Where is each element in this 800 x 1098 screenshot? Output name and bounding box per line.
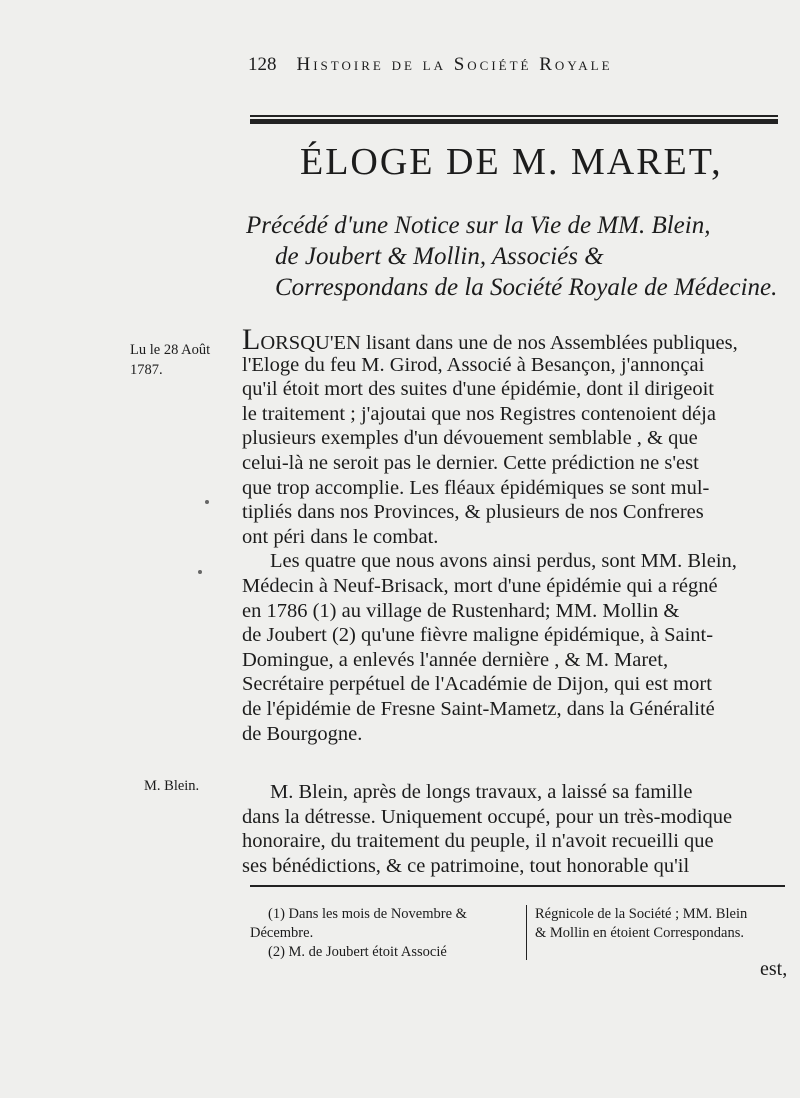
- paragraph-2: [242, 549, 787, 746]
- running-head: [248, 54, 748, 76]
- page-number: 128: [248, 54, 277, 75]
- ink-speck: [205, 500, 209, 504]
- text-line: Domingue, a enlevés l'année dernière , & M. Maret,: [242, 648, 669, 671]
- text-line: Médecin à Neuf-Brisack, mort d'une épidémie qui a régné: [242, 574, 718, 597]
- footnote-line: & Mollin en étoient Correspondans.: [535, 925, 745, 941]
- margin-note-line: 1787.: [130, 362, 163, 378]
- drop-cap: L: [242, 323, 261, 356]
- subtitle: [240, 210, 785, 303]
- text-line: tipliés dans nos Provinces, & plusieurs de nos Confreres: [242, 501, 704, 524]
- text-line: ORSQU'EN lisant dans une de nos Assemblées publiques,: [260, 332, 738, 354]
- footnote-column-left: [250, 905, 520, 962]
- text-line: de l'épidémie de Fresne Saint-Mametz, dans la Généralité: [242, 697, 715, 720]
- text-line: l'Eloge du feu M. Girod, Associé à Besançon, j'annonçai: [242, 353, 705, 376]
- footnote-column-right: [535, 905, 795, 943]
- text-line: M. Blein, après de longs travaux, a laissé sa famille: [270, 781, 693, 804]
- footnote-rule: [250, 885, 785, 887]
- text-line: ses bénédictions, & ce patrimoine, tout honorable qu'il: [242, 854, 690, 877]
- footnote-divider: [526, 905, 527, 960]
- catchword: est,: [760, 958, 788, 980]
- footnote-line: Régnicole de la Société ; MM. Blein: [535, 906, 748, 922]
- subtitle-line: Précédé d'une Notice sur la Vie de MM. Blein,: [246, 212, 711, 239]
- text-line: celui-là ne seroit pas le dernier. Cette prédiction ne s'est: [242, 451, 699, 474]
- footnote-line: Décembre.: [250, 925, 314, 941]
- footnote-line: (2) M. de Joubert étoit Associé: [268, 944, 447, 960]
- footnote-line: (1) Dans les mois de Novembre &: [268, 906, 467, 922]
- text-line: qu'il étoit mort des suites d'une épidémie, dont il dirigeoit: [242, 378, 714, 401]
- margin-note-date: [130, 340, 210, 380]
- text-line: dans la détresse. Uniquement occupé, pour un très-modique: [242, 805, 733, 828]
- text-line: Secrétaire perpétuel de l'Académie de Dijon, qui est mort: [242, 673, 712, 696]
- text-line: le traitement ; j'ajoutai que nos Registres contenoient déja: [242, 402, 716, 425]
- text-line: en 1786 (1) au village de Rustenhard; MM. Mollin &: [242, 599, 680, 622]
- header-rule: [250, 115, 778, 124]
- running-head-title: Histoire de la Société Royale: [296, 54, 613, 75]
- paragraph-1: [242, 323, 787, 549]
- subtitle-line: Correspondans de la Société Royale de Médecine.: [275, 274, 778, 301]
- ink-speck: [198, 570, 202, 574]
- text-line: de Bourgogne.: [242, 722, 363, 745]
- text-line: ont péri dans le combat.: [242, 525, 439, 548]
- subtitle-line: de Joubert & Mollin, Associés &: [275, 243, 604, 270]
- page-title: ÉLOGE DE M. MARET,: [300, 141, 723, 183]
- text-line: honoraire, du traitement du peuple, il n'avoit recueilli que: [242, 830, 714, 853]
- text-line: plusieurs exemples d'un dévouement semblable , & que: [242, 427, 698, 450]
- text-line: que trop accomplie. Les fléaux épidémiques se sont mul-: [242, 476, 710, 499]
- text-line: de Joubert (2) qu'une fièvre maligne épidémique, à Saint-: [242, 624, 714, 647]
- margin-note-blein: M. Blein.: [144, 778, 200, 794]
- body-text: [242, 323, 787, 878]
- margin-note-line: Lu le 28 Août: [130, 342, 211, 358]
- text-line: Les quatre que nous avons ainsi perdus, sont MM. Blein,: [270, 550, 737, 573]
- paragraph-3: [242, 780, 787, 878]
